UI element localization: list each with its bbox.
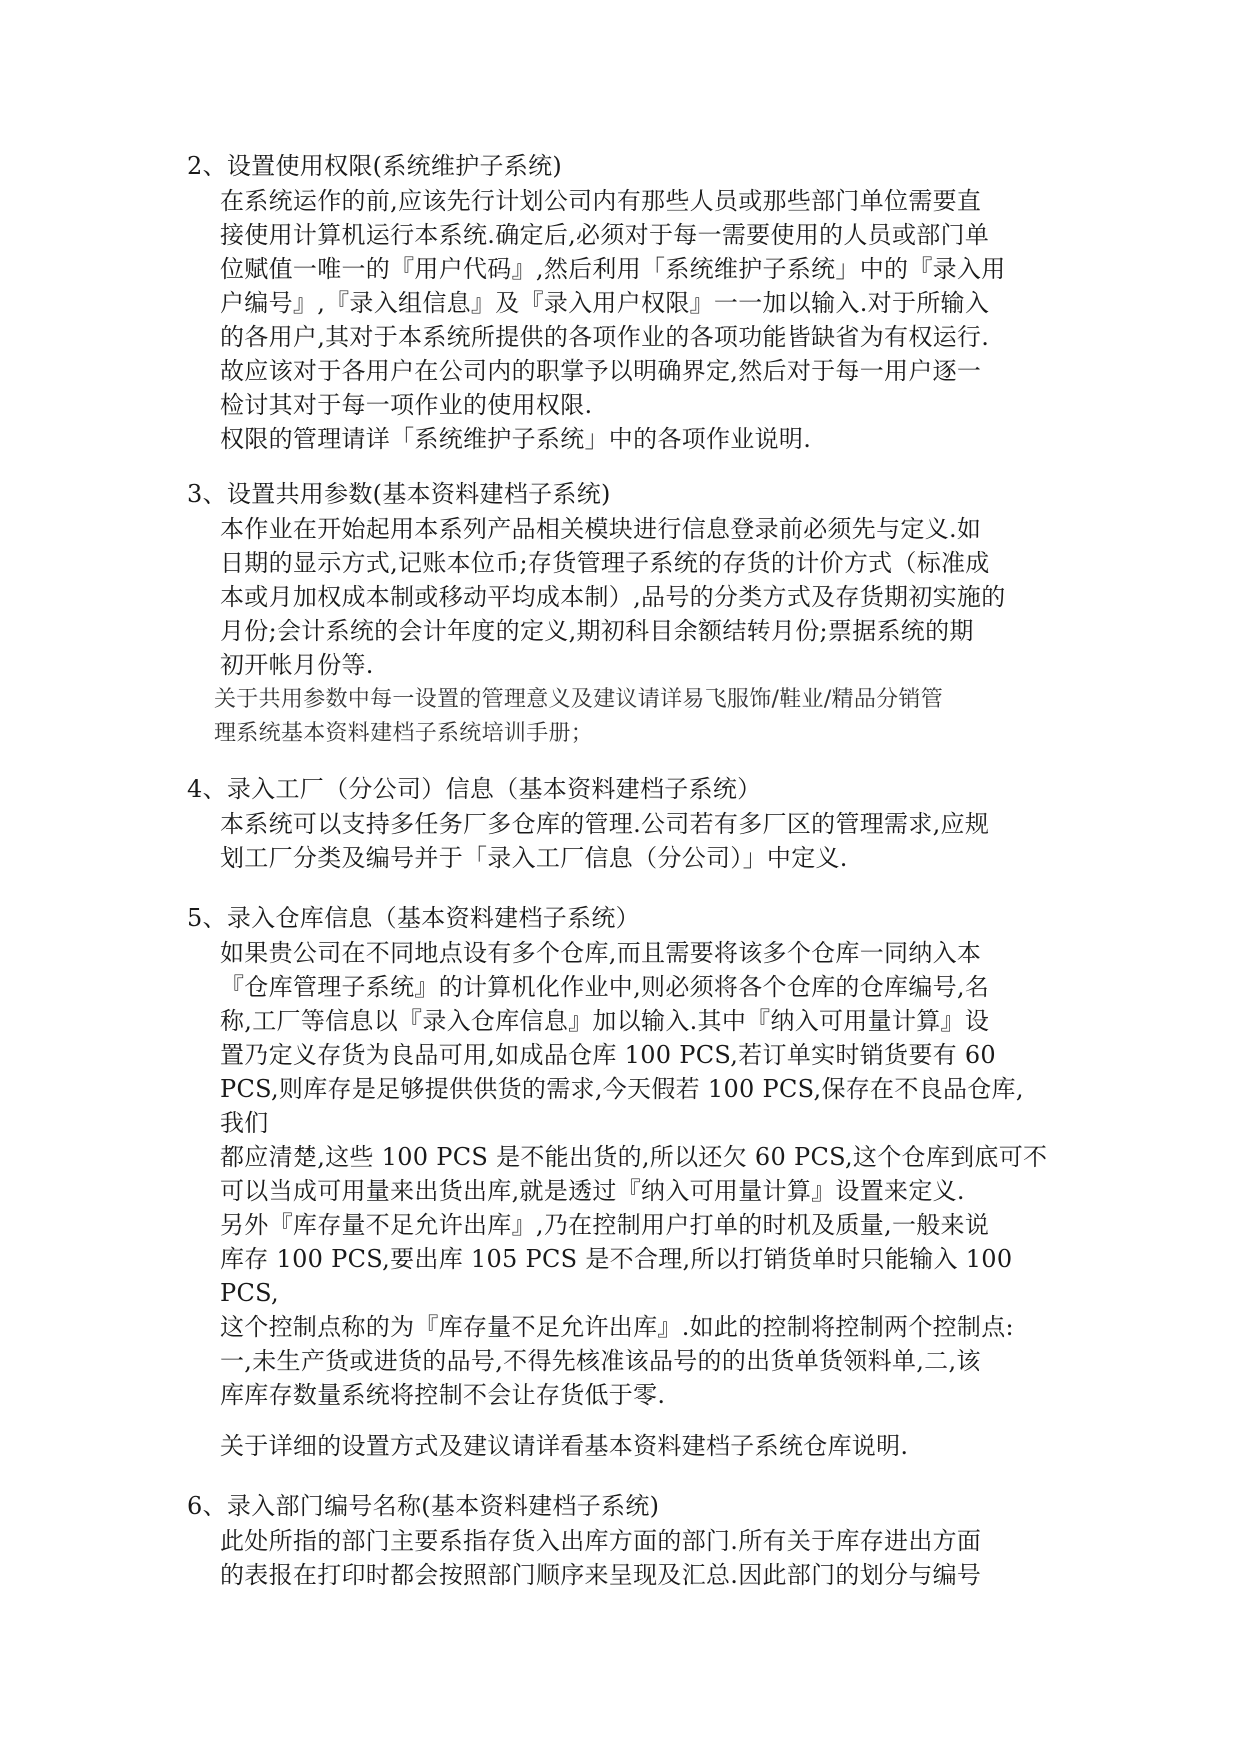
section-5-line: 关于详细的设置方式及建议请详看基本资料建档子系统仓库说明.	[220, 1432, 909, 1460]
section-5-line: 这个控制点称的为『库存量不足允许出库』.如此的控制将控制两个控制点:	[220, 1313, 1014, 1341]
section-3-line: 本或月加权成本制或移动平均成本制）,品号的分类方式及存货期初实施的	[220, 583, 1006, 611]
section-6-line: 此处所指的部门主要系指存货入出库方面的部门.所有关于库存进出方面	[220, 1527, 982, 1555]
section-6-line: 的表报在打印时都会按照部门顺序来呈现及汇总.因此部门的划分与编号	[220, 1561, 982, 1589]
section-5-line: 我们	[220, 1109, 269, 1137]
section-2-line: 的各用户,其对于本系统所提供的各项作业的各项功能皆缺省为有权运行.	[220, 323, 990, 351]
section-3-line: 本作业在开始起用本系列产品相关模块进行信息登录前必须先与定义.如	[220, 515, 982, 543]
section-5-line: 库存 100 PCS,要出库 105 PCS 是不合理,所以打销货单时只能输入 100	[220, 1245, 1013, 1273]
section-2-line: 接使用计算机运行本系统.确定后,必须对于每一需要使用的人员或部门单	[220, 221, 990, 249]
section-2-heading: 2、设置使用权限(系统维护子系统)	[187, 152, 563, 180]
section-4-line: 本系统可以支持多任务厂多仓库的管理.公司若有多厂区的管理需求,应规	[220, 810, 990, 838]
section-5-line: 都应清楚,这些 100 PCS 是不能出货的,所以还欠 60 PCS,这个仓库到底可不	[220, 1143, 1048, 1171]
section-3-heading: 3、设置共用参数(基本资料建档子系统)	[187, 480, 611, 508]
section-3-line: 日期的显示方式,记账本位币;存货管理子系统的存货的计价方式（标准成	[220, 549, 990, 577]
section-5-line: 库库存数量系统将控制不会让存货低于零.	[220, 1381, 666, 1409]
section-4-line: 划工厂分类及编号并于「录入工厂信息（分公司）」中定义.	[220, 844, 848, 872]
section-2-line: 位赋值一唯一的『用户代码』,然后利用「系统维护子系统」中的『录入用	[220, 255, 1006, 283]
section-2-line: 故应该对于各用户在公司内的职掌予以明确界定,然后对于每一用户逐一	[220, 357, 982, 385]
section-2-line: 权限的管理请详「系统维护子系统」中的各项作业说明.	[220, 425, 812, 453]
section-5-line: PCS,则库存是足够提供供货的需求,今天假若 100 PCS,保存在不良品仓库,	[220, 1075, 1024, 1103]
section-3-line: 初开帐月份等.	[220, 651, 374, 679]
section-3-note: 关于共用参数中每一设置的管理意义及建议请详易飞服饰/鞋业/精品分销管	[214, 687, 944, 712]
section-5-line: PCS,	[220, 1279, 279, 1307]
section-3-line: 月份;会计系统的会计年度的定义,期初科目余额结转月份;票据系统的期	[220, 617, 974, 645]
section-2-line: 户编号』,『录入组信息』及『录入用户权限』一一加以输入.对于所输入	[220, 289, 990, 317]
section-5-line: 『仓库管理子系统』的计算机化作业中,则必须将各个仓库的仓库编号,名	[220, 973, 990, 1001]
section-6-heading: 6、录入部门编号名称(基本资料建档子系统)	[187, 1492, 660, 1520]
section-5-line: 可以当成可用量来出货出库,就是透过『纳入可用量计算』设置来定义.	[220, 1177, 965, 1205]
section-4-heading: 4、录入工厂（分公司）信息（基本资料建档子系统）	[187, 775, 762, 803]
section-3-note: 理系统基本资料建档子系统培训手册；	[214, 721, 594, 746]
section-5-line: 称,工厂等信息以『录入仓库信息』加以输入.其中『纳入可用量计算』设	[220, 1007, 990, 1035]
section-5-line: 一,未生产货或进货的品号,不得先核准该品号的的出货单货领料单,二,该	[220, 1347, 981, 1375]
section-5-line: 置乃定义存货为良品可用,如成品仓库 100 PCS,若订单实时销货要有 60	[220, 1041, 996, 1069]
section-5-line: 如果贵公司在不同地点设有多个仓库,而且需要将该多个仓库一同纳入本	[220, 939, 982, 967]
section-5-line: 另外『库存量不足允许出库』,乃在控制用户打单的时机及质量,一般来说	[220, 1211, 990, 1239]
section-2-line: 在系统运作的前,应该先行计划公司内有那些人员或那些部门单位需要直	[220, 187, 982, 215]
section-5-heading: 5、录入仓库信息（基本资料建档子系统）	[187, 904, 640, 932]
section-2-line: 检讨其对于每一项作业的使用权限.	[220, 391, 593, 419]
